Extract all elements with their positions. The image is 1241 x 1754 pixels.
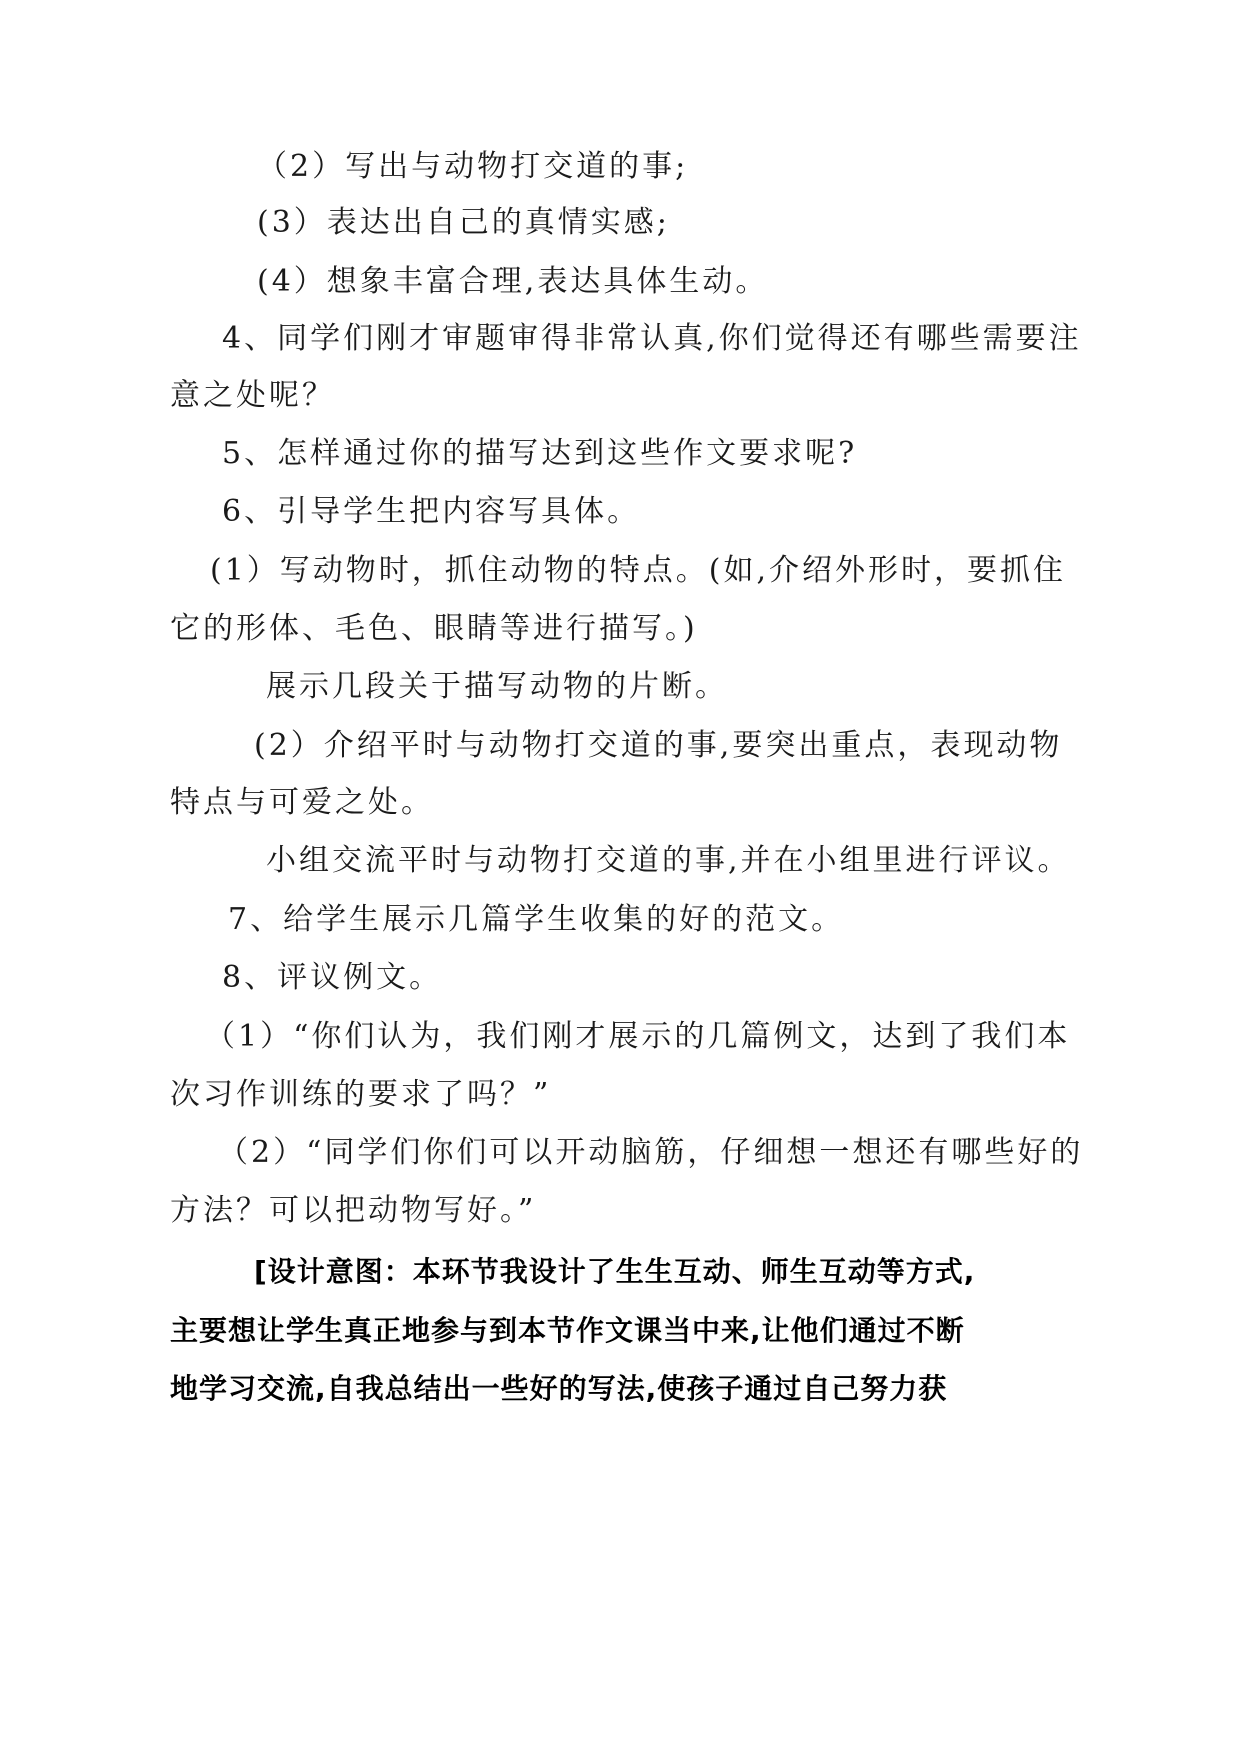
list-item-2: （2）写出与动物打交道的事;: [257, 149, 689, 184]
sub-item-2-cont: 特点与可爱之处。: [170, 785, 434, 820]
list-item-4: (4）想象丰富合理,表达具体生动。: [257, 264, 769, 299]
quote-item-1: （1）“你们认为，我们刚才展示的几篇例文，达到了我们本: [205, 1019, 1071, 1054]
list-item-3: (3）表达出自己的真情实感;: [257, 205, 670, 240]
paragraph-step-7: 7、给学生展示几篇学生收集的好的范文。: [228, 902, 845, 937]
design-intent-line-3: 地学习交流,自我总结出一些好的写法,使孩子通过自己努力获: [170, 1372, 948, 1405]
sub-item-2: (2）介绍平时与动物打交道的事,要突出重点，表现动物: [254, 728, 1063, 763]
quote-item-1-cont: 次习作训练的要求了吗？”: [170, 1077, 552, 1112]
paragraph-step-8: 8、评议例文。: [222, 960, 443, 995]
sub-item-1-note: 展示几段关于描写动物的片断。: [266, 669, 728, 704]
sub-item-1-cont: 它的形体、毛色、眼睛等进行描写。): [170, 611, 698, 646]
design-intent-line-2: 主要想让学生真正地参与到本节作文课当中来,让他们通过不断: [170, 1314, 965, 1347]
sub-item-2-note: 小组交流平时与动物打交道的事,并在小组里进行评议。: [266, 843, 1071, 878]
paragraph-step-4: 4、同学们刚才审题审得非常认真,你们觉得还有哪些需要注: [222, 321, 1082, 356]
paragraph-step-4-cont: 意之处呢？: [170, 378, 335, 413]
paragraph-step-6: 6、引导学生把内容写具体。: [222, 494, 641, 529]
quote-item-2-cont: 方法？可以把动物写好。”: [170, 1193, 537, 1228]
paragraph-step-5: 5、怎样通过你的描写达到这些作文要求呢?: [222, 436, 858, 471]
sub-item-1: (1）写动物时，抓住动物的特点。(如,介绍外形时，要抓住: [210, 553, 1067, 588]
design-intent-line-1: [设计意图：本环节我设计了生生互动、师生互动等方式,: [254, 1255, 976, 1288]
quote-item-2: （2）“同学们你们可以开动脑筋，仔细想一想还有哪些好的: [218, 1135, 1084, 1170]
